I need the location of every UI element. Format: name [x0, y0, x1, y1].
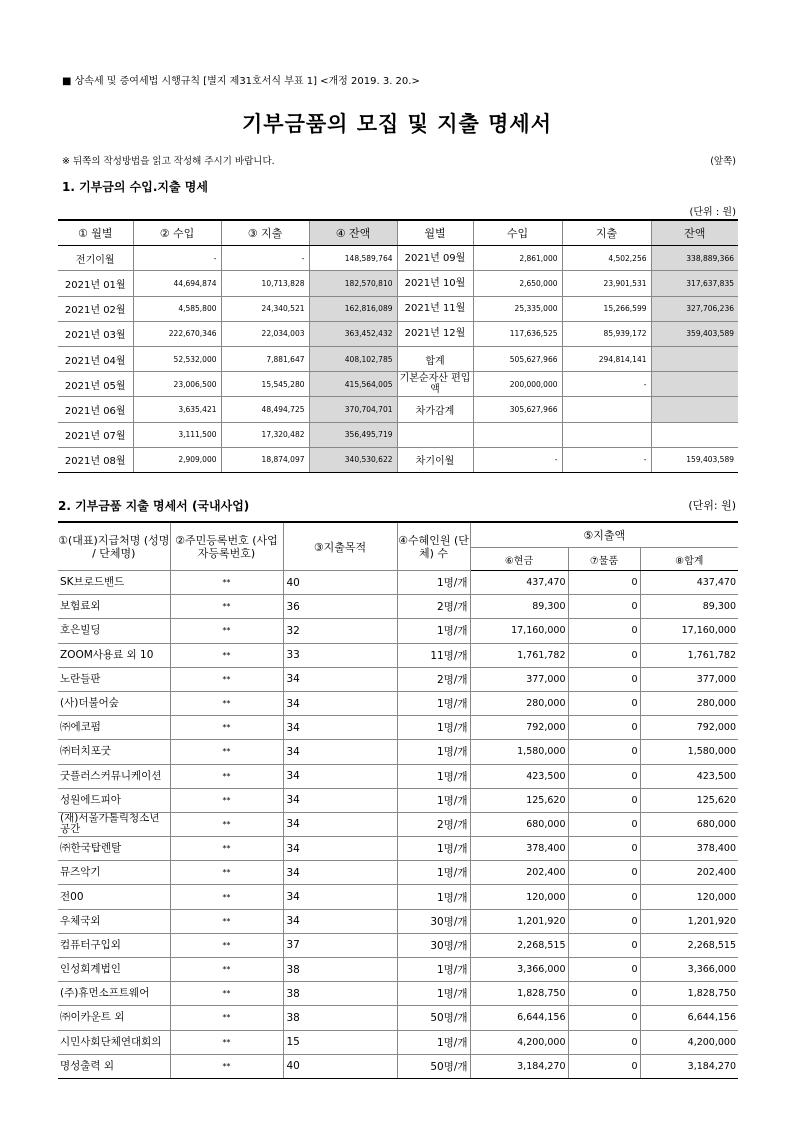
t2-cell-total: 423,500: [640, 764, 738, 788]
t2-cell-purpose: 34: [283, 861, 397, 885]
t1-cell-m2: 2021년 11월: [397, 296, 473, 321]
t2-cell-count: 1명/개: [397, 837, 470, 861]
t1-cell-e2: -: [562, 447, 651, 472]
t2-cell-id: **: [170, 812, 283, 836]
t2-cell-purpose: 37: [283, 933, 397, 957]
income-expense-table: [58, 219, 738, 473]
t2-cell-name: 우체국외: [58, 909, 170, 933]
t1-cell-i1: 3,635,421: [133, 397, 221, 422]
t2-row: [58, 933, 738, 957]
t2-cell-id: **: [170, 885, 283, 909]
t2-cell-goods: 0: [568, 691, 640, 715]
t2-row: [58, 958, 738, 982]
t1-cell-m2: 기본순자산 편입액: [397, 372, 473, 397]
t2-cell-goods: 0: [568, 667, 640, 691]
t2-row: [58, 740, 738, 764]
t2-cell-total: 1,580,000: [640, 740, 738, 764]
t2-cell-id: **: [170, 740, 283, 764]
t2-cell-name: 노란들판: [58, 667, 170, 691]
t1-cell-e1: 48,494,725: [221, 397, 309, 422]
t2-cell-goods: 0: [568, 643, 640, 667]
t2-cell-goods: 0: [568, 764, 640, 788]
section2-title: 2. 기부금품 지출 명세서 (국내사업): [58, 499, 250, 513]
t2-cell-purpose: 32: [283, 619, 397, 643]
t2-cell-name: 호은빌딩: [58, 619, 170, 643]
t1-cell-i2: 305,627,966: [473, 397, 562, 422]
t2-cell-total: 89,300: [640, 595, 738, 619]
t2-cell-goods: 0: [568, 909, 640, 933]
t1-cell-b1: 356,495,719: [309, 422, 397, 447]
t2-cell-name: 성원에드피아: [58, 788, 170, 812]
t2-cell-cash: 89,300: [470, 595, 568, 619]
t2-cell-count: 11명/개: [397, 643, 470, 667]
t1-row: [58, 346, 738, 371]
t2-cell-count: 30명/개: [397, 909, 470, 933]
header-total: ⑧합계: [640, 548, 738, 571]
t1-cell-b2: [651, 346, 738, 371]
t2-cell-goods: 0: [568, 1006, 640, 1030]
t1-cell-b2: [651, 372, 738, 397]
t1-cell-b2: 359,403,589: [651, 321, 738, 346]
t1-cell-i2: 505,627,966: [473, 346, 562, 371]
t2-cell-name: 보험료외: [58, 595, 170, 619]
t2-cell-purpose: 36: [283, 595, 397, 619]
t2-cell-name: (재)서울가톨릭청소년공간: [58, 812, 170, 836]
t2-cell-id: **: [170, 982, 283, 1006]
t2-cell-cash: 1,828,750: [470, 982, 568, 1006]
t2-cell-total: 120,000: [640, 885, 738, 909]
t1-row: [58, 271, 738, 296]
t2-cell-name: ㈜한국탑렌탈: [58, 837, 170, 861]
t2-cell-goods: 0: [568, 885, 640, 909]
header-cash: ⑥현금: [470, 548, 568, 571]
t2-cell-cash: 1,580,000: [470, 740, 568, 764]
t1-cell-i1: 52,532,000: [133, 346, 221, 371]
t1-cell-m1: 2021년 08월: [58, 447, 133, 472]
t1-cell-m1: 2021년 04월: [58, 346, 133, 371]
t1-row: [58, 422, 738, 447]
t2-cell-purpose: 34: [283, 740, 397, 764]
t2-cell-count: 1명/개: [397, 740, 470, 764]
t1-cell-i2: -: [473, 447, 562, 472]
t2-cell-goods: 0: [568, 788, 640, 812]
t1-cell-b2: 317,637,835: [651, 271, 738, 296]
t1-row: [58, 321, 738, 346]
section1-title: 1. 기부금의 수입.지출 명세: [62, 180, 208, 194]
t2-cell-total: 792,000: [640, 716, 738, 740]
t2-cell-total: 125,620: [640, 788, 738, 812]
t2-cell-count: 1명/개: [397, 764, 470, 788]
t2-cell-cash: 3,184,270: [470, 1054, 568, 1078]
t1-cell-e1: 15,545,280: [221, 372, 309, 397]
t1-cell-b2: 327,706,236: [651, 296, 738, 321]
t2-cell-goods: 0: [568, 933, 640, 957]
t1-header-cell: ① 월별: [58, 220, 133, 246]
header-beneficiaries: ④수혜인원 (단체) 수: [397, 522, 470, 571]
t2-cell-cash: 792,000: [470, 716, 568, 740]
t2-cell-purpose: 34: [283, 716, 397, 740]
t2-cell-cash: 377,000: [470, 667, 568, 691]
t2-cell-name: (주)휴먼소프트웨어: [58, 982, 170, 1006]
t1-cell-i2: 2,650,000: [473, 271, 562, 296]
t2-cell-count: 1명/개: [397, 1030, 470, 1054]
t2-cell-id: **: [170, 788, 283, 812]
t2-cell-cash: 2,268,515: [470, 933, 568, 957]
header-recipient: ①(대표)지급처명 (성명 / 단체명): [58, 522, 170, 571]
t2-cell-id: **: [170, 716, 283, 740]
t2-cell-cash: 125,620: [470, 788, 568, 812]
t2-cell-goods: 0: [568, 740, 640, 764]
t1-cell-b1: 340,530,622: [309, 447, 397, 472]
section2-unit: (단위: 원): [688, 499, 736, 512]
t2-cell-goods: 0: [568, 861, 640, 885]
t1-cell-e2: 4,502,256: [562, 246, 651, 271]
t2-cell-goods: 0: [568, 958, 640, 982]
t2-cell-count: 1명/개: [397, 982, 470, 1006]
t2-cell-purpose: 38: [283, 1006, 397, 1030]
t1-cell-b2: [651, 422, 738, 447]
t2-cell-name: 뮤즈악기: [58, 861, 170, 885]
t2-cell-purpose: 34: [283, 837, 397, 861]
t2-cell-cash: 202,400: [470, 861, 568, 885]
t2-cell-purpose: 34: [283, 667, 397, 691]
t1-header-cell: ④ 잔액: [309, 220, 397, 246]
t2-cell-count: 1명/개: [397, 861, 470, 885]
t2-cell-name: 전00: [58, 885, 170, 909]
t2-cell-cash: 680,000: [470, 812, 568, 836]
t2-cell-count: 1명/개: [397, 691, 470, 715]
t2-cell-purpose: 40: [283, 571, 397, 595]
t1-cell-m2: 2021년 10월: [397, 271, 473, 296]
t2-cell-total: 437,470: [640, 571, 738, 595]
t2-cell-goods: 0: [568, 716, 640, 740]
t2-cell-goods: 0: [568, 571, 640, 595]
t2-row: [58, 1030, 738, 1054]
t1-cell-i1: 222,670,346: [133, 321, 221, 346]
t2-cell-cash: 423,500: [470, 764, 568, 788]
t2-cell-purpose: 34: [283, 885, 397, 909]
t2-cell-total: 3,184,270: [640, 1054, 738, 1078]
t1-cell-i1: 4,585,800: [133, 296, 221, 321]
t2-cell-count: 1명/개: [397, 619, 470, 643]
t1-cell-b2: 338,889,366: [651, 246, 738, 271]
t2-cell-count: 50명/개: [397, 1054, 470, 1078]
t2-row: [58, 643, 738, 667]
t2-cell-total: 2,268,515: [640, 933, 738, 957]
t1-cell-m1: 2021년 02월: [58, 296, 133, 321]
t1-cell-i2: 25,335,000: [473, 296, 562, 321]
page-side-label: (앞쪽): [710, 156, 736, 167]
t1-cell-i2: 2,861,000: [473, 246, 562, 271]
t2-cell-total: 3,366,000: [640, 958, 738, 982]
t2-cell-cash: 120,000: [470, 885, 568, 909]
t1-cell-m1: 2021년 07월: [58, 422, 133, 447]
t2-cell-total: 17,160,000: [640, 619, 738, 643]
t2-cell-total: 378,400: [640, 837, 738, 861]
t1-cell-b2: 159,403,589: [651, 447, 738, 472]
t1-cell-i1: 23,006,500: [133, 372, 221, 397]
t2-cell-name: SK브로드밴드: [58, 571, 170, 595]
t2-cell-cash: 280,000: [470, 691, 568, 715]
t1-cell-e1: 22,034,003: [221, 321, 309, 346]
t2-cell-goods: 0: [568, 619, 640, 643]
t1-cell-i2: [473, 422, 562, 447]
t2-cell-count: 1명/개: [397, 716, 470, 740]
expenditure-table: [58, 521, 738, 1079]
t2-cell-total: 1,828,750: [640, 982, 738, 1006]
section1-unit: (단위 : 원): [689, 207, 736, 218]
t2-cell-id: **: [170, 1054, 283, 1078]
t2-cell-purpose: 34: [283, 764, 397, 788]
t2-cell-goods: 0: [568, 1054, 640, 1078]
t2-cell-total: 377,000: [640, 667, 738, 691]
t2-cell-purpose: 34: [283, 812, 397, 836]
t2-row: [58, 837, 738, 861]
t2-cell-goods: 0: [568, 1030, 640, 1054]
t1-header-cell: 월별: [397, 220, 473, 246]
t2-cell-goods: 0: [568, 837, 640, 861]
page-title: 기부금품의 모집 및 지출 명세서: [242, 112, 552, 136]
t2-row: [58, 788, 738, 812]
t2-cell-id: **: [170, 909, 283, 933]
t1-cell-m1: 2021년 03월: [58, 321, 133, 346]
t2-cell-count: 1명/개: [397, 788, 470, 812]
t1-header-cell: 수입: [473, 220, 562, 246]
t2-cell-id: **: [170, 837, 283, 861]
t1-cell-e1: 17,320,482: [221, 422, 309, 447]
t1-row: [58, 296, 738, 321]
t1-cell-e1: 10,713,828: [221, 271, 309, 296]
t1-cell-e2: -: [562, 372, 651, 397]
t2-cell-purpose: 38: [283, 958, 397, 982]
t2-cell-id: **: [170, 958, 283, 982]
t2-cell-goods: 0: [568, 812, 640, 836]
t2-row: [58, 619, 738, 643]
t2-cell-id: **: [170, 1006, 283, 1030]
instruction-note: ※ 뒤쪽의 작성방법을 읽고 작성해 주시기 바랍니다.: [62, 156, 275, 167]
t1-cell-b2: [651, 397, 738, 422]
t1-cell-e1: 18,874,097: [221, 447, 309, 472]
t1-cell-m2: 2021년 12월: [397, 321, 473, 346]
t2-cell-total: 280,000: [640, 691, 738, 715]
t1-cell-m2: 합계: [397, 346, 473, 371]
t2-cell-purpose: 40: [283, 1054, 397, 1078]
t1-cell-e1: -: [221, 246, 309, 271]
t2-cell-name: ZOOM사용료 외 10: [58, 643, 170, 667]
t2-row: [58, 571, 738, 595]
t2-cell-count: 1명/개: [397, 958, 470, 982]
t2-cell-count: 1명/개: [397, 885, 470, 909]
t1-cell-m2: 차기이월: [397, 447, 473, 472]
t2-row: [58, 716, 738, 740]
header-goods: ⑦물품: [568, 548, 640, 571]
t1-header-cell: 잔액: [651, 220, 738, 246]
t2-cell-purpose: 38: [283, 982, 397, 1006]
t2-cell-cash: 437,470: [470, 571, 568, 595]
t1-cell-i2: 200,000,000: [473, 372, 562, 397]
t2-cell-goods: 0: [568, 595, 640, 619]
t1-cell-m1: 2021년 05월: [58, 372, 133, 397]
t2-cell-total: 1,201,920: [640, 909, 738, 933]
t2-cell-cash: 4,200,000: [470, 1030, 568, 1054]
t2-row: [58, 812, 738, 836]
t2-cell-id: **: [170, 595, 283, 619]
t2-cell-id: **: [170, 619, 283, 643]
t2-cell-count: 2명/개: [397, 667, 470, 691]
t2-cell-purpose: 34: [283, 691, 397, 715]
t2-cell-cash: 3,366,000: [470, 958, 568, 982]
t1-cell-b1: 162,816,089: [309, 296, 397, 321]
t1-cell-b1: 370,704,701: [309, 397, 397, 422]
t2-cell-name: 굿플러스커뮤니케이션: [58, 764, 170, 788]
t2-cell-total: 680,000: [640, 812, 738, 836]
t2-cell-id: **: [170, 861, 283, 885]
t1-row: [58, 372, 738, 397]
t2-cell-purpose: 33: [283, 643, 397, 667]
t2-cell-purpose: 15: [283, 1030, 397, 1054]
t2-cell-total: 4,200,000: [640, 1030, 738, 1054]
t1-cell-e2: 23,901,531: [562, 271, 651, 296]
t2-cell-count: 30명/개: [397, 933, 470, 957]
t2-row: [58, 1006, 738, 1030]
t2-cell-name: 컴퓨터구입외: [58, 933, 170, 957]
t2-cell-id: **: [170, 643, 283, 667]
t2-row: [58, 982, 738, 1006]
t1-cell-e2: 85,939,172: [562, 321, 651, 346]
t1-cell-e2: 294,814,141: [562, 346, 651, 371]
t2-cell-id: **: [170, 1030, 283, 1054]
header-reg-number: ②주민등록번호 (사업자등록번호): [170, 522, 283, 571]
t2-row: [58, 1054, 738, 1078]
t2-cell-count: 50명/개: [397, 1006, 470, 1030]
t2-cell-count: 1명/개: [397, 571, 470, 595]
t1-cell-i1: -: [133, 246, 221, 271]
t2-cell-cash: 378,400: [470, 837, 568, 861]
t1-cell-e2: 15,266,599: [562, 296, 651, 321]
t2-row: [58, 861, 738, 885]
t2-cell-purpose: 34: [283, 788, 397, 812]
t1-cell-i1: 3,111,500: [133, 422, 221, 447]
t1-header-cell: ② 수입: [133, 220, 221, 246]
t2-cell-name: ㈜터치포굿: [58, 740, 170, 764]
t2-cell-count: 2명/개: [397, 595, 470, 619]
t2-cell-id: **: [170, 764, 283, 788]
t1-cell-m1: 전기이월: [58, 246, 133, 271]
t2-row: [58, 764, 738, 788]
t2-cell-id: **: [170, 691, 283, 715]
t2-cell-total: 202,400: [640, 861, 738, 885]
t1-cell-e2: [562, 397, 651, 422]
t1-cell-e1: 24,340,521: [221, 296, 309, 321]
t1-cell-m2: 차가감계: [397, 397, 473, 422]
t2-cell-total: 1,761,782: [640, 643, 738, 667]
t2-cell-goods: 0: [568, 982, 640, 1006]
t2-cell-name: 명성출력 외: [58, 1054, 170, 1078]
law-reference: ■ 상속세 및 증여세법 시행규칙 [별지 제31호서식 부표 1] <개정 2019. 3. 20.>: [62, 76, 420, 87]
t2-cell-id: **: [170, 667, 283, 691]
t1-cell-b1: 363,452,432: [309, 321, 397, 346]
t2-cell-name: 시민사회단체연대회의: [58, 1030, 170, 1054]
t1-cell-m2: 2021년 09월: [397, 246, 473, 271]
t1-cell-m1: 2021년 01월: [58, 271, 133, 296]
t2-cell-cash: 1,201,920: [470, 909, 568, 933]
t2-cell-name: 인성회계법인: [58, 958, 170, 982]
t2-cell-total: 6,644,156: [640, 1006, 738, 1030]
t1-cell-b1: 182,570,810: [309, 271, 397, 296]
t1-cell-m2: [397, 422, 473, 447]
t1-cell-i1: 2,909,000: [133, 447, 221, 472]
t2-cell-count: 2명/개: [397, 812, 470, 836]
t2-cell-cash: 6,644,156: [470, 1006, 568, 1030]
t1-row: [58, 397, 738, 422]
t2-cell-cash: 17,160,000: [470, 619, 568, 643]
t2-cell-id: **: [170, 933, 283, 957]
t1-cell-b1: 415,564,005: [309, 372, 397, 397]
t2-cell-id: **: [170, 571, 283, 595]
t1-row: [58, 447, 738, 472]
t2-cell-name: (사)더불어숲: [58, 691, 170, 715]
t2-row: [58, 909, 738, 933]
t2-row: [58, 595, 738, 619]
t1-header-cell: ③ 지출: [221, 220, 309, 246]
t2-row: [58, 885, 738, 909]
t2-row: [58, 667, 738, 691]
t2-cell-name: ㈜에코펌: [58, 716, 170, 740]
t1-row: [58, 246, 738, 271]
t1-cell-e2: [562, 422, 651, 447]
t2-cell-purpose: 34: [283, 909, 397, 933]
t2-cell-cash: 1,761,782: [470, 643, 568, 667]
t1-header-cell: 지출: [562, 220, 651, 246]
t1-cell-b1: 408,102,785: [309, 346, 397, 371]
t1-cell-i2: 117,636,525: [473, 321, 562, 346]
t1-cell-b1: 148,589,764: [309, 246, 397, 271]
t1-cell-i1: 44,694,874: [133, 271, 221, 296]
t1-cell-m1: 2021년 06월: [58, 397, 133, 422]
t2-cell-name: ㈜이카운트 외: [58, 1006, 170, 1030]
header-expenditure: ⑤지출액: [470, 522, 738, 548]
t1-cell-e1: 7,881,647: [221, 346, 309, 371]
header-purpose: ③지출목적: [283, 522, 397, 571]
t2-row: [58, 691, 738, 715]
